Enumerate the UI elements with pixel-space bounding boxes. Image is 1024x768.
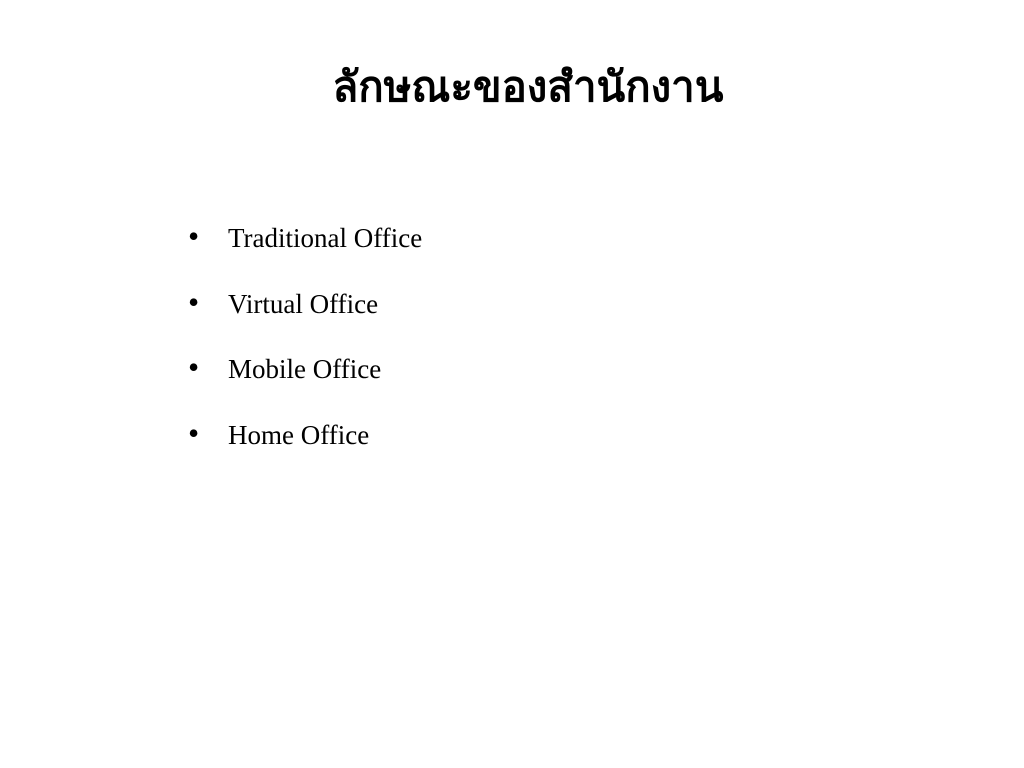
list-item-mobile-office xyxy=(188,349,422,415)
office-types-list xyxy=(188,218,422,480)
list-item-virtual-office xyxy=(188,284,422,350)
list-item-traditional-office xyxy=(188,218,422,284)
list-item-text: Home Office xyxy=(228,419,370,450)
bullet-icon: • xyxy=(188,218,200,254)
bullet-icon: • xyxy=(188,414,200,451)
list-item-text: Mobile Office xyxy=(228,354,382,384)
bullet-icon: • xyxy=(188,283,200,320)
slide-title: ลักษณะของสำนักงาน xyxy=(332,65,724,111)
list-item-text: Virtual Office xyxy=(228,288,379,319)
bullet-icon: • xyxy=(188,349,200,385)
list-item-home-office xyxy=(188,415,422,481)
list-item-text: Traditional Office xyxy=(228,223,423,253)
